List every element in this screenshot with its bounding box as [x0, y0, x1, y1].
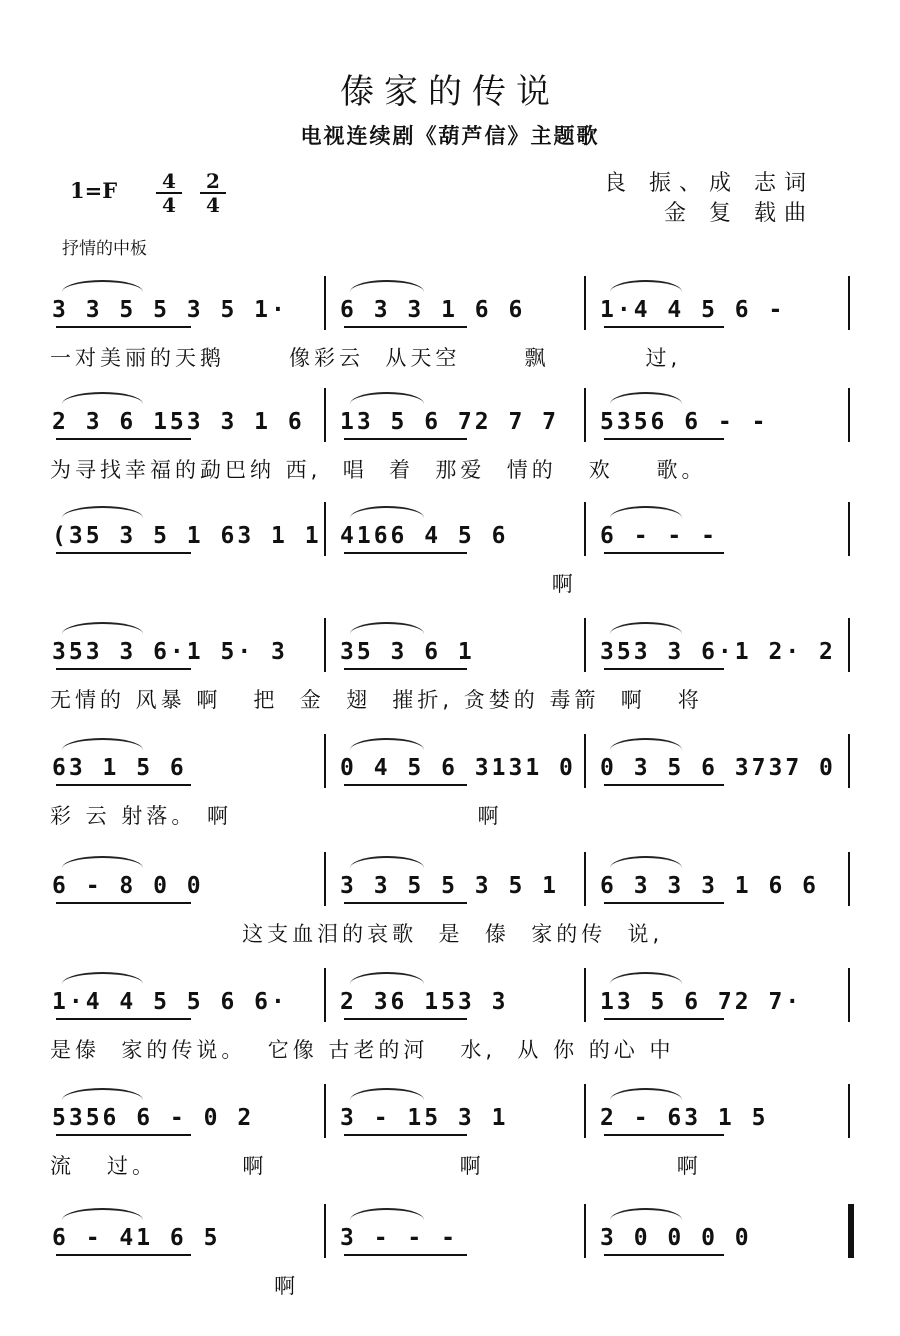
- measure: 353 3 6·1 2· 2: [600, 639, 836, 665]
- slur-arc: [350, 738, 424, 750]
- beam-underline: [56, 1018, 191, 1020]
- score-line: [0, 982, 900, 1062]
- measure: 63 1 5 6: [52, 755, 187, 781]
- time-signature-numerator: 2: [206, 169, 220, 193]
- measure: 3 - 15 3 1: [340, 1105, 509, 1131]
- bar-line: [324, 618, 326, 672]
- slur-arc: [610, 392, 682, 404]
- bar-line: [848, 1084, 850, 1138]
- lyric-line: 无情的 风暴 啊 把 金 翅 摧折, 贪婪的 毒箭 啊 将: [50, 688, 703, 712]
- song-subtitle: 电视连续剧《葫芦信》主题歌: [300, 124, 600, 148]
- lyric-line: 这支血泪的哀歌 是 傣 家的传 说,: [50, 922, 664, 946]
- score-line: [0, 866, 900, 946]
- bar-line: [324, 388, 326, 442]
- beam-underline: [56, 902, 191, 904]
- bar-line: [584, 618, 586, 672]
- slur-arc: [62, 1208, 143, 1220]
- slur-arc: [610, 856, 682, 868]
- slur-arc: [350, 506, 424, 518]
- beam-underline: [604, 1134, 724, 1136]
- beam-underline: [344, 784, 467, 786]
- slur-arc: [350, 856, 424, 868]
- measure: 4166 4 5 6: [340, 523, 509, 549]
- measure: 5356 6 - 0 2: [52, 1105, 255, 1131]
- tempo-marking: 抒情的中板: [62, 239, 147, 259]
- bar-line: [324, 734, 326, 788]
- bar-line: [848, 388, 850, 442]
- beam-underline: [56, 784, 191, 786]
- measure: 3 0 0 0 0: [600, 1225, 752, 1251]
- bar-line: [848, 502, 850, 556]
- bar-line: [584, 1084, 586, 1138]
- lyric-line: 一对美丽的天鹅 像彩云 从天空 飘 过,: [50, 346, 682, 370]
- score-line: [0, 748, 900, 828]
- notation-line: [0, 1218, 900, 1258]
- bar-line: [848, 618, 850, 672]
- score-line: [0, 1218, 900, 1298]
- bar-line: [584, 968, 586, 1022]
- bar-line: [324, 1084, 326, 1138]
- slur-arc: [62, 622, 143, 634]
- beam-underline: [344, 1254, 467, 1256]
- time-signature-denominator: 4: [200, 192, 226, 216]
- beam-underline: [604, 1254, 724, 1256]
- notation-line: [0, 748, 900, 788]
- composer-credit: 金 复 载曲: [664, 201, 814, 226]
- measure: 0 4 5 6 3131 0: [340, 755, 576, 781]
- beam-underline: [344, 438, 467, 440]
- time-signature-2-4: [200, 170, 226, 216]
- bar-line: [324, 502, 326, 556]
- bar-line: [848, 968, 850, 1022]
- bar-line: [324, 968, 326, 1022]
- bar-line: [324, 276, 326, 330]
- measure: 6 3 3 3 1 6 6: [600, 873, 820, 899]
- song-title: 傣家的传说: [340, 72, 560, 112]
- slur-arc: [350, 280, 424, 292]
- slur-arc: [62, 856, 143, 868]
- beam-underline: [56, 668, 191, 670]
- bar-line: [848, 734, 850, 788]
- notation-line: [0, 516, 900, 556]
- slur-arc: [62, 738, 143, 750]
- measure: 35 3 6 1: [340, 639, 475, 665]
- beam-underline: [344, 1018, 467, 1020]
- beam-underline: [604, 902, 724, 904]
- bar-line: [584, 502, 586, 556]
- time-signature-4-4: [156, 170, 182, 216]
- measure: 3 3 5 5 3 5 1·: [52, 297, 288, 323]
- lyric-line: 流 过。 啊 啊 啊: [50, 1154, 702, 1178]
- beam-underline: [604, 326, 724, 328]
- notation-line: [0, 866, 900, 906]
- slur-arc: [350, 972, 424, 984]
- beam-underline: [56, 552, 191, 554]
- slur-arc: [62, 1088, 143, 1100]
- bar-line: [584, 852, 586, 906]
- notation-line: [0, 402, 900, 442]
- bar-line: [584, 276, 586, 330]
- score-line: [0, 632, 900, 712]
- slur-arc: [610, 1208, 682, 1220]
- slur-arc: [350, 392, 424, 404]
- notation-line: [0, 290, 900, 330]
- bar-line: [848, 276, 850, 330]
- slur-arc: [62, 506, 143, 518]
- lyricist-credit: 良 振、成 志词: [604, 171, 814, 196]
- bar-line: [584, 388, 586, 442]
- bar-line: [584, 734, 586, 788]
- measure: 353 3 6·1 5· 3: [52, 639, 288, 665]
- lyric-line: 彩 云 射落。 啊 啊: [50, 804, 503, 828]
- slur-arc: [610, 1088, 682, 1100]
- measure: 3 - - -: [340, 1225, 458, 1251]
- time-signature-numerator: 4: [162, 169, 176, 193]
- measure: 1·4 4 5 5 6 6·: [52, 989, 288, 1015]
- beam-underline: [56, 1134, 191, 1136]
- slur-arc: [610, 972, 682, 984]
- slur-arc: [610, 622, 682, 634]
- slur-arc: [350, 1088, 424, 1100]
- measure: 0 3 5 6 3737 0: [600, 755, 836, 781]
- slur-arc: [610, 280, 682, 292]
- beam-underline: [604, 784, 724, 786]
- measure: 2 - 63 1 5: [600, 1105, 769, 1131]
- bar-line: [324, 1204, 326, 1258]
- measure: (35 3 5 1 63 1 1: [52, 523, 322, 549]
- beam-underline: [344, 902, 467, 904]
- beam-underline: [604, 1018, 724, 1020]
- measure: 5356 6 - -: [600, 409, 769, 435]
- beam-underline: [344, 552, 467, 554]
- beam-underline: [604, 668, 724, 670]
- score-line: [0, 1098, 900, 1178]
- bar-line: [584, 1204, 586, 1258]
- bar-line: [848, 1204, 854, 1258]
- beam-underline: [344, 326, 467, 328]
- measure: 2 3 6 153 3 1 6: [52, 409, 305, 435]
- measure: 6 - - -: [600, 523, 718, 549]
- notation-line: [0, 982, 900, 1022]
- notation-line: [0, 1098, 900, 1138]
- key-signature: 1=F: [70, 178, 118, 203]
- measure: 13 5 6 72 7 7: [340, 409, 560, 435]
- slur-arc: [350, 622, 424, 634]
- lyric-line: 为寻找幸福的勐巴纳 西, 唱 着 那爱 情的 欢 歌。: [50, 458, 707, 482]
- notation-line: [0, 632, 900, 672]
- slur-arc: [62, 972, 143, 984]
- score-line: [0, 402, 900, 482]
- measure: 6 - 41 6 5: [52, 1225, 221, 1251]
- measure: 6 3 3 1 6 6: [340, 297, 526, 323]
- beam-underline: [344, 1134, 467, 1136]
- slur-arc: [610, 738, 682, 750]
- measure: 1·4 4 5 6 -: [600, 297, 786, 323]
- lyric-line: 是傣 家的传说。 它像 古老的河 水, 从 你 的心 中: [50, 1038, 675, 1062]
- measure: 3 3 5 5 3 5 1: [340, 873, 560, 899]
- beam-underline: [56, 326, 191, 328]
- lyric-line: 啊: [50, 1274, 300, 1298]
- score-line: [0, 516, 900, 596]
- beam-underline: [56, 438, 191, 440]
- bar-line: [848, 852, 850, 906]
- score-line: [0, 290, 900, 370]
- beam-underline: [604, 552, 724, 554]
- lyric-line: 啊: [50, 572, 577, 596]
- time-signature-denominator: 4: [156, 192, 182, 216]
- slur-arc: [350, 1208, 424, 1220]
- measure: 6 - 8 0 0: [52, 873, 204, 899]
- slur-arc: [62, 280, 143, 292]
- measure: 13 5 6 72 7·: [600, 989, 803, 1015]
- beam-underline: [344, 668, 467, 670]
- beam-underline: [604, 438, 724, 440]
- measure: 2 36 153 3: [340, 989, 509, 1015]
- slur-arc: [62, 392, 143, 404]
- slur-arc: [610, 506, 682, 518]
- beam-underline: [56, 1254, 191, 1256]
- bar-line: [324, 852, 326, 906]
